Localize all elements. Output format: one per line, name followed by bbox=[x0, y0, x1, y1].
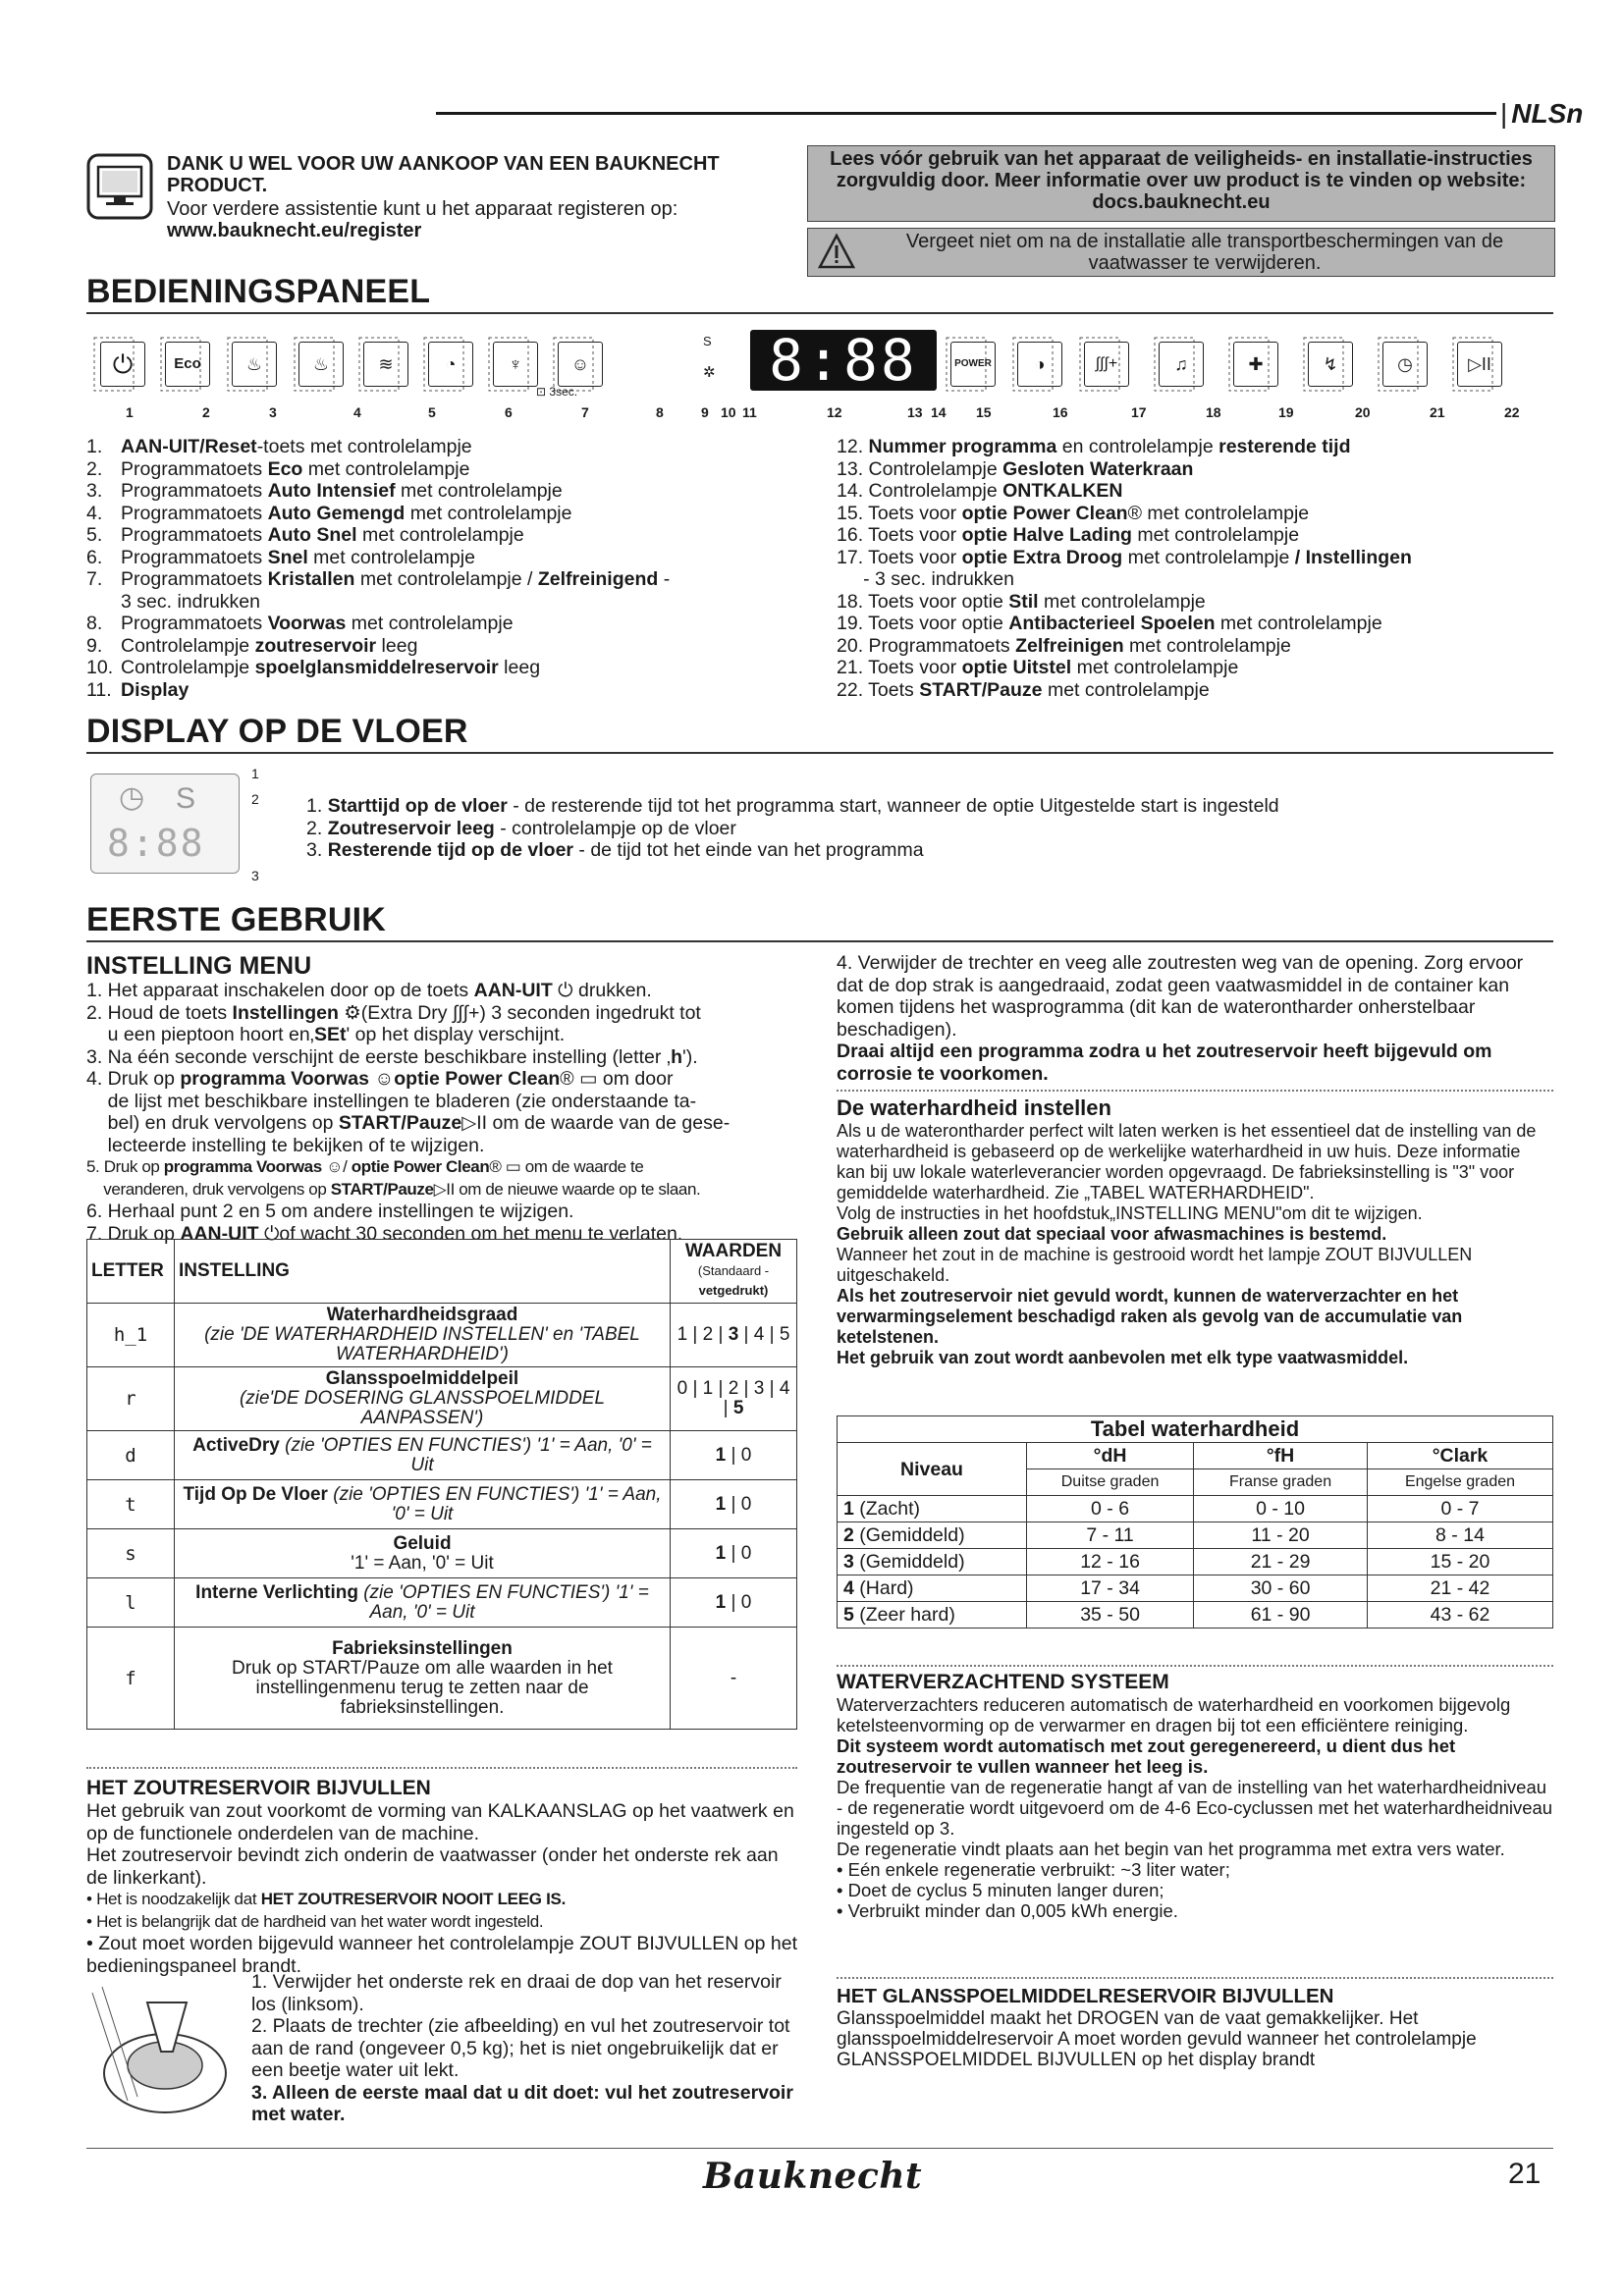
letter-glyph: l bbox=[87, 1578, 175, 1628]
legend-item: 1. AAN-UIT/Reset-toets met controlelampje bbox=[86, 436, 472, 457]
col-clark-sub: Engelse graden bbox=[1367, 1469, 1552, 1496]
table-row: 1 (Zacht) 0 - 6 0 - 10 0 - 7 bbox=[838, 1496, 1553, 1522]
letter-glyph: r bbox=[87, 1367, 175, 1431]
display: 8:88 bbox=[750, 330, 937, 391]
salt-step: 1. Verwijder het onderste rek en draai de dop van het reservoir los (linksom). bbox=[251, 1971, 782, 2015]
floor-clock-icon: ◷ bbox=[119, 781, 145, 814]
menu-step: 4. Druk op programma Voorwas ☺optie Power Clean® ▭ om door de lijst met beschikbare instellingen te bladeren (zie onderstaande ta- bel) en druk vervolgens op START/Pauze▷II om de waarde van de gese- lecteerde instelling te bekijken of te wijzigen. bbox=[86, 1068, 731, 1156]
callout-2: 2 bbox=[251, 791, 259, 807]
warning-text: Vergeet niet om na de installatie alle transportbeschermingen van de vaatwasser te verwijderen. bbox=[905, 231, 1504, 274]
intro-line: Voor verdere assistentie kunt u het apparaat registeren op: bbox=[167, 198, 678, 220]
col-dh: °dH bbox=[1027, 1443, 1194, 1469]
panel-number: 9 bbox=[701, 404, 709, 420]
salt-bullet: Zout moet worden bijgevuld wanneer het controlelampje ZOUT BIJVULLEN op het bedieningspaneel brandt. bbox=[86, 1933, 798, 1977]
letter-glyph: d bbox=[87, 1431, 175, 1480]
col-letter: LETTER bbox=[87, 1240, 175, 1304]
table-row bbox=[87, 1367, 797, 1431]
language-code: | NLSn bbox=[1500, 98, 1584, 129]
control-panel-diagram bbox=[86, 320, 1553, 428]
panel-number: 13 bbox=[907, 404, 923, 420]
button-delay[interactable]: ◷ bbox=[1382, 342, 1428, 387]
letter-glyph: f bbox=[87, 1628, 175, 1730]
setting-cell: Interne Verlichting (zie 'OPTIES EN FUNCTIES') '1' = Aan, '0' = Uit bbox=[175, 1578, 671, 1628]
table-row bbox=[87, 1578, 797, 1628]
panel-number: 8 bbox=[656, 404, 664, 420]
button-crystal[interactable]: ♆ bbox=[493, 342, 538, 387]
menu-step: 3. Na één seconde verschijnt de eerste beschikbare instelling (letter ‚h'). bbox=[86, 1045, 698, 1068]
first-use-title: EERSTE GEBRUIK bbox=[86, 901, 387, 938]
menu-step: 6. Herhaal punt 2 en 5 om andere instellingen te wijzigen. bbox=[86, 1201, 574, 1222]
panel-number: 19 bbox=[1278, 404, 1294, 420]
salt-text: Het gebruik van zout voorkomt de vorming van KALKAANSLAG op het vaatwerk en op de functionele onderdelen van de machine. Het zoutreservoir bevindt zich onderin de vaatwasser (onder het onderste rek aan de linkerkant). • Het is noodzakelijk dat HET ZOUTRESERVOIR NOOIT LEEG IS. • Het is belangrijk dat de hardheid van het water wordt ingesteld. • Zout moet worden bijgevuld wanneer het controlelampje ZOUT BIJVULLEN op het bedieningspaneel brandt. bbox=[86, 1800, 798, 1977]
salt-step: 3. Alleen de eerste maal dat u dit doet: vul het zoutreservoir met water. bbox=[251, 2081, 793, 2125]
button-auto-fast[interactable]: ≋ bbox=[363, 342, 408, 387]
legend-item: 16. Toets voor optie Halve Lading met controlelampje bbox=[837, 524, 1300, 546]
legend-item: 11. Display bbox=[86, 678, 189, 701]
legend-item: 13. Controlelampje Gesloten Waterkraan bbox=[837, 457, 1194, 480]
legend-item: 9. Controlelampje zoutreservoir leeg bbox=[86, 634, 418, 657]
floor-time: 8:88 bbox=[107, 822, 205, 865]
floor-item: 2. Zoutreservoir leeg - controlelampje op de vloer bbox=[306, 817, 736, 839]
values-cell: 1 | 0 bbox=[671, 1529, 797, 1578]
salt-bullet: Het is noodzakelijk dat HET ZOUTRESERVOIR NOOIT LEEG IS. bbox=[96, 1890, 566, 1908]
warning-icon bbox=[818, 233, 855, 275]
salt-steps bbox=[251, 1971, 803, 2126]
table-row bbox=[87, 1480, 797, 1529]
floor-display-diagram bbox=[90, 766, 267, 883]
rinse-text: Glansspoelmiddel maakt het DROGEN van de vaat gemakkelijker. Het glansspoelmiddelreservoir A moet worden gevuld wanneer het controlelampje GLANSSPOELMIDDEL BIJVULLEN op het display brandt bbox=[837, 2008, 1477, 2070]
panel-number: 7 bbox=[581, 404, 589, 420]
values-cell: 0 | 1 | 2 | 3 | 4 | 5 bbox=[671, 1367, 797, 1431]
salt-bullet: Het is belangrijk dat de hardheid van het water wordt ingesteld. bbox=[96, 1911, 544, 1931]
button-fast[interactable]: ◔ bbox=[428, 342, 473, 387]
panel-number: 15 bbox=[976, 404, 992, 420]
values-cell: - bbox=[671, 1628, 797, 1730]
wh-separator bbox=[837, 1090, 1553, 1092]
salt-title: HET ZOUTRESERVOIR BIJVULLEN bbox=[86, 1777, 431, 1799]
legend-item: 2. Programmatoets Eco met controlelampje bbox=[86, 457, 470, 480]
col-clark: °Clark bbox=[1367, 1443, 1552, 1469]
panel-rule bbox=[86, 312, 1553, 314]
ws-text: Waterverzachters reduceren automatisch de waterhardheid en voorkomen bijgevolg ketelsteenvorming op de verwarmer en dragen bij tot een efficiëntere reiniging. Dit systeem wordt automatisch met zout geregenereerd, u dient dus het zoutreservoir te vullen wanneer het leeg is. De frequentie van de regeneratie hangt af van de instelling van het waterhardheidniveau - de regeneratie wordt uitgevoerd om de 4-6 Eco-cyclussen met het waterhardheidniveau ingesteld op 3. De regeneratie vindt plaats aan het begin van het programma met extra vers water. • Eén enkele regeneratie verbruikt: ~3 liter water; • Doet de cyclus 5 minuten langer duren; • Verbruikt minder dan 0,005 kWh energie. bbox=[837, 1694, 1553, 1921]
panel-legend-right bbox=[837, 436, 1553, 701]
floor-rule bbox=[86, 752, 1553, 754]
col-level: Niveau bbox=[838, 1443, 1027, 1496]
menu-step: 1. Het apparaat inschakelen door op de toets AAN-UIT ⏻ drukken. bbox=[86, 980, 652, 1001]
legend-item: 12. Nummer programma en controlelampje resterende tijd bbox=[837, 436, 1351, 457]
setting-cell: Fabrieksinstellingen Druk op START/Pauze om alle waarden in het instellingenmenu terug te zetten naar de fabrieksinstellingen. bbox=[175, 1628, 671, 1730]
button-onoff[interactable]: ⏻ bbox=[100, 342, 145, 387]
panel-number: 3 bbox=[269, 404, 277, 420]
callout-3: 3 bbox=[251, 868, 259, 883]
letter-glyph: s bbox=[87, 1529, 175, 1578]
register-url[interactable]: www.bauknecht.eu/register bbox=[167, 220, 422, 241]
panel-number: 11 bbox=[742, 404, 757, 420]
legend-item: 5. Programmatoets Auto Snel met controlelampje bbox=[86, 524, 524, 546]
header-rule bbox=[436, 112, 1496, 115]
legend-item: 4. Programmatoets Auto Gemengd met controlelampje bbox=[86, 502, 572, 524]
floor-display bbox=[90, 774, 240, 874]
rinse-separator bbox=[837, 1977, 1553, 1979]
brand-logo: Bauknecht bbox=[703, 2156, 923, 2197]
legend-item: 10. Controlelampje spoelglansmiddelreservoir leeg bbox=[86, 657, 541, 678]
safety-notice: Lees vóór gebruik van het apparaat de veiligheids- en installatie-instructies zorgvuldig door. Meer informatie over uw product is te vinden op website: docs.bauknecht.eu bbox=[807, 145, 1555, 222]
panel-number: 22 bbox=[1504, 404, 1520, 420]
setting-cell: Tijd Op De Vloer (zie 'OPTIES EN FUNCTIES') '1' = Aan, '0' = Uit bbox=[175, 1480, 671, 1529]
panel-number: 1 bbox=[126, 404, 134, 420]
three-sec-label: ⊡ 3sec. bbox=[536, 385, 578, 399]
values-cell: 1 | 0 bbox=[671, 1480, 797, 1529]
salt-step: 2. Plaats de trechter (zie afbeelding) en vul het zoutreservoir tot aan de rand (ongeveer 0,5 kg); het is niet ongebruikelijk dat er een beetje water uit lekt. bbox=[251, 2015, 790, 2081]
button-auto-mixed[interactable]: ♨ bbox=[298, 342, 344, 387]
panel-number: 14 bbox=[931, 404, 947, 420]
legend-item: 19. Toets voor optie Antibacterieel Spoelen met controlelampje bbox=[837, 613, 1382, 634]
button-half-load[interactable]: ◑ bbox=[1017, 342, 1062, 387]
legend-item: 17. Toets voor optie Extra Droog met controlelampje / Instellingen - 3 sec. indrukken bbox=[837, 546, 1412, 590]
legend-item: 8. Programmatoets Voorwas met controlelampje bbox=[86, 613, 514, 634]
panel-number: 21 bbox=[1430, 404, 1445, 420]
legend-item: 20. Programmatoets Zelfreinigen met controlelampje bbox=[837, 634, 1291, 657]
values-cell: 1 | 0 bbox=[671, 1431, 797, 1480]
legend-item: 14. Controlelampje ONTKALKEN bbox=[837, 480, 1123, 502]
panel-number: 18 bbox=[1206, 404, 1221, 420]
button-antibacterial[interactable]: ✚ bbox=[1233, 342, 1278, 387]
letter-glyph: t bbox=[87, 1480, 175, 1529]
panel-number: 20 bbox=[1355, 404, 1371, 420]
ws-separator bbox=[837, 1665, 1553, 1667]
button-power-clean[interactable]: POWER bbox=[950, 342, 996, 387]
legend-item: 6. Programmatoets Snel met controlelampje bbox=[86, 546, 475, 568]
menu-step: 5. Druk op programma Voorwas ☺/ optie Power Clean® ▭ om de waarde te veranderen, druk vervolgens op START/Pauze▷II om de nieuwe waarde op te slaan. bbox=[86, 1157, 701, 1199]
setting-cell: Waterhardheidsgraad (zie 'DE WATERHARDHEID INSTELLEN' en 'TABEL WATERHARDHEID') bbox=[175, 1304, 671, 1367]
button-auto-intensive[interactable]: ♨ bbox=[232, 342, 277, 387]
menu-title: INSTELLING MENU bbox=[86, 952, 312, 980]
footer-rule bbox=[86, 2148, 1553, 2149]
floor-item: 3. Resterende tijd op de vloer - de tijd tot het einde van het programma bbox=[306, 839, 924, 861]
panel-number: 16 bbox=[1053, 404, 1068, 420]
menu-step: 7. Druk op AAN-UIT ⏻of wacht 30 seconden om het menu te verlaten. bbox=[86, 1222, 683, 1245]
settings-table bbox=[86, 1239, 797, 1730]
button-eco[interactable]: Eco bbox=[165, 342, 210, 387]
floor-item: 1. Starttijd op de vloer - de resterende tijd tot het programma start, wanneer de optie Uitgestelde start is ingesteld bbox=[306, 795, 1279, 817]
values-cell: 1 | 0 bbox=[671, 1578, 797, 1628]
intro-title: DANK U WEL VOOR UW AANKOOP VAN EEN BAUKNECHT PRODUCT. bbox=[167, 153, 720, 196]
button-start-pause[interactable]: ▷II bbox=[1457, 342, 1502, 387]
values-cell: 1 | 2 | 3 | 4 | 5 bbox=[671, 1304, 797, 1367]
menu-steps bbox=[86, 980, 803, 1245]
legend-item: 21. Toets voor optie Uitstel met controlelampje bbox=[837, 657, 1239, 678]
letter-glyph: h̲1 bbox=[87, 1304, 175, 1367]
funnel-illustration bbox=[88, 1983, 236, 2130]
panel-legend-left bbox=[86, 436, 764, 701]
callout-1: 1 bbox=[251, 766, 259, 781]
panel-number: 12 bbox=[827, 404, 842, 420]
table-row bbox=[87, 1304, 797, 1367]
button-self-clean[interactable]: ↯ bbox=[1308, 342, 1353, 387]
panel-number: 4 bbox=[353, 404, 361, 420]
panel-number: 5 bbox=[428, 404, 436, 420]
first-use-rule bbox=[86, 940, 1553, 942]
button-extra-dry[interactable]: ∫∫∫+ bbox=[1084, 342, 1129, 387]
intro-block bbox=[167, 153, 795, 241]
salt-separator bbox=[86, 1767, 797, 1769]
menu-step: 2. Houd de toets Instellingen ⚙(Extra Dry ∫∫∫+) 3 seconden ingedrukt tot u een pieptoon hoort en‚SEt' op het display verschijnt. bbox=[86, 1001, 701, 1045]
rinse-indicator-icon: ✲ bbox=[703, 364, 716, 381]
table-row bbox=[87, 1529, 797, 1578]
page-number: 21 bbox=[1508, 2158, 1542, 2190]
panel-number: 6 bbox=[505, 404, 513, 420]
col-fh: °fH bbox=[1194, 1443, 1368, 1469]
col-dh-sub: Duitse graden bbox=[1027, 1469, 1194, 1496]
col-values: WAARDEN (Standaard - vetgedrukt) bbox=[671, 1240, 797, 1304]
table-row bbox=[87, 1431, 797, 1480]
table-row: 2 (Gemiddeld) 7 - 11 11 - 20 8 - 14 bbox=[838, 1522, 1553, 1549]
legend-item: 7. Programmatoets Kristallen met controlelampje / Zelfreinigend - 3 sec. indrukken bbox=[86, 568, 671, 613]
floor-salt-icon: S bbox=[176, 782, 196, 815]
floor-legend bbox=[306, 795, 1543, 862]
water-hardness-table bbox=[837, 1415, 1553, 1629]
monitor-icon bbox=[86, 153, 153, 220]
rinse-title: HET GLANSSPOELMIDDELRESERVOIR BIJVULLEN bbox=[837, 1985, 1334, 2007]
ws-title: WATERVERZACHTEND SYSTEEM bbox=[837, 1671, 1169, 1693]
warning-box bbox=[807, 228, 1555, 277]
legend-item: 22. Toets START/Pauze met controlelampje bbox=[837, 678, 1210, 701]
col-fh-sub: Franse graden bbox=[1194, 1469, 1368, 1496]
right-column-intro: 4. Verwijder de trechter en veeg alle zoutresten weg van de opening. Zorg ervoor dat de dop strak is aangedraaid, zodat geen vaatwasmiddel in de container kan komen tijdens het wasprogramma (dit kan de waterontharder onherstelbaar beschadigen). Draai altijd een programma zodra u het zoutreservoir heeft bijgevuld om corrosie te voorkomen. bbox=[837, 952, 1524, 1085]
button-silent[interactable]: ♫ bbox=[1159, 342, 1204, 387]
table-row: 4 (Hard) 17 - 34 30 - 60 21 - 42 bbox=[838, 1575, 1553, 1602]
col-setting: INSTELLING bbox=[175, 1240, 671, 1304]
wh-table-title: Tabel waterhardheid bbox=[838, 1416, 1553, 1443]
wh-text: Als u de waterontharder perfect wilt laten werken is het essentieel dat de instelling van de waterhardheid is gebaseerd op de werkelijke waterhardheid in uw huis. Deze informatie kan bij uw lokale waterleverancier worden opgevraagd. De fabrieksinstelling is "3" voor gemiddelde waterhardheid. Zie „TABEL WATERHARDHEID". Volg de instructies in het hoofdstuk„INSTELLING MENU"om dit te wijzigen. Gebruik alleen zout dat speciaal voor afwasmachines is bestemd. Wanneer het zout in de machine is gestrooid wordt het lampje ZOUT BIJVULLEN uitgeschakeld. Als het zoutreservoir niet gevuld wordt, kunnen de waterverzachter en het verwarmingselement beschadigd raken als gevolg van de accumulatie van ketelstenen. Het gebruik van zout wordt aanbevolen met elk type vaatwasmiddel. bbox=[837, 1121, 1537, 1367]
panel-number: 17 bbox=[1131, 404, 1147, 420]
panel-number: 2 bbox=[202, 404, 210, 420]
button-prewash[interactable]: ☺ bbox=[558, 342, 603, 387]
legend-item: 15. Toets voor optie Power Clean® met controlelampje bbox=[837, 502, 1310, 524]
table-row bbox=[87, 1628, 797, 1730]
salt-indicator-icon: S bbox=[703, 334, 712, 348]
panel-number: 10 bbox=[721, 404, 736, 420]
setting-cell: Glansspoelmiddelpeil (zie'DE DOSERING GLANSSPOELMIDDEL AANPASSEN') bbox=[175, 1367, 671, 1431]
table-row: 3 (Gemiddeld) 12 - 16 21 - 29 15 - 20 bbox=[838, 1549, 1553, 1575]
panel-title: BEDIENINGSPANEEL bbox=[86, 273, 431, 310]
wh-title: De waterhardheid instellen bbox=[837, 1095, 1111, 1120]
setting-cell: ActiveDry (zie 'OPTIES EN FUNCTIES') '1' = Aan, '0' = Uit bbox=[175, 1431, 671, 1480]
table-row: 5 (Zeer hard) 35 - 50 61 - 90 43 - 62 bbox=[838, 1602, 1553, 1629]
legend-item: 18. Toets voor optie Stil met controlelampje bbox=[837, 590, 1206, 613]
setting-cell: Geluid '1' = Aan, '0' = Uit bbox=[175, 1529, 671, 1578]
floor-title: DISPLAY OP DE VLOER bbox=[86, 713, 468, 750]
legend-item: 3. Programmatoets Auto Intensief met controlelampje bbox=[86, 480, 563, 502]
